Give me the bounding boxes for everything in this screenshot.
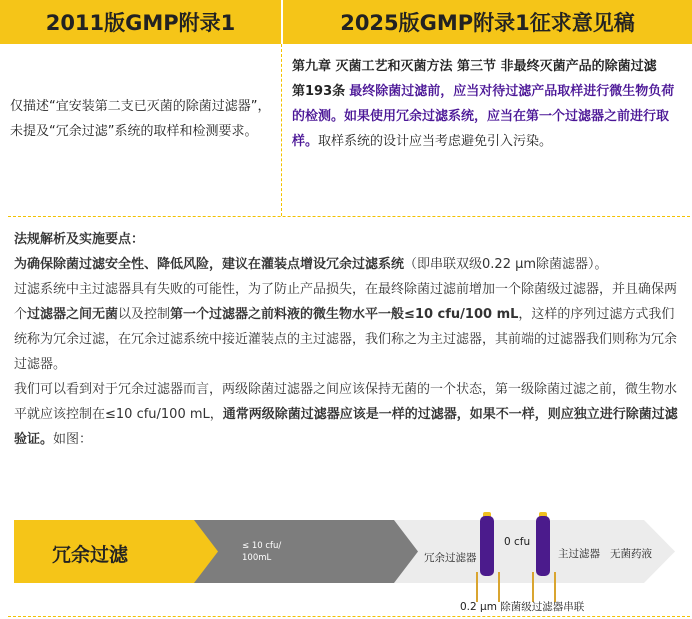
p3-text-a: 我们可以看到对于冗余过滤器而言，两级除菌过滤器之间应该保持无菌的一个状态，第一级除菌过滤之前，微生物水平就应该控制在≤10 cfu/100 mL， bbox=[14, 382, 678, 422]
column-divider bbox=[281, 44, 282, 216]
article-text bbox=[292, 79, 686, 154]
p2-text-a: 过滤系统中主过滤器具有失败的可能性，为了防止产品损失，在最终除菌过滤前增加一个除菌级过滤器，并且确保两个 bbox=[14, 282, 678, 322]
limit-label bbox=[242, 540, 281, 564]
p2-text-c: 以及控制 bbox=[118, 307, 171, 322]
header-right-title: 2025版GMP附录1征求意见稿 bbox=[340, 11, 635, 35]
article-tail: 取样系统的设计应当考虑避免引入污染。 bbox=[318, 134, 553, 149]
article-highlight: 最终除菌过滤前，应当对待过滤产品取样进行微生物负荷的检测。如果使用冗余过滤系统，应当在第一个过滤器之前进行取样。 bbox=[292, 84, 675, 149]
right-cell bbox=[292, 54, 686, 154]
chapter-title: 第九章 灭菌工艺和灭菌方法 第三节 非最终灭菌产品的除菌过滤 bbox=[292, 59, 657, 74]
bottom-divider bbox=[8, 616, 690, 617]
header-left-title: 2011版GMP附录1 bbox=[45, 11, 236, 35]
stage1-label: 冗余过滤 bbox=[52, 544, 129, 566]
main-filter-label: 主过滤器 bbox=[558, 548, 600, 560]
p1-rest: （即串联双级0.22 μm除菌滤器）。 bbox=[404, 257, 608, 272]
p3-bold: 通常两级除菌过滤器应该是一样的过滤器，如果不一样，则应独立进行除菌过滤验证。 bbox=[14, 407, 678, 447]
diagram-caption: 0.2 μm 除菌级过滤器串联 bbox=[460, 601, 585, 613]
zero-cfu-label: 0 cfu bbox=[504, 536, 531, 548]
redundant-filter-label: 冗余过滤器 bbox=[424, 552, 477, 564]
p2-text-d: ，这样的序列过滤方式我们统称为冗余过滤，在冗余过滤系统中接近灌装点的主过滤器，我们称之为主过滤器，其前端的过滤器我们则称为冗余过滤器。 bbox=[14, 307, 678, 372]
header-left bbox=[0, 0, 281, 44]
p2-bold-1: 过滤器之间无菌 bbox=[27, 307, 119, 322]
analysis-heading: 法规解析及实施要点： bbox=[14, 232, 145, 247]
filtration-diagram bbox=[14, 520, 675, 613]
analysis-section bbox=[14, 227, 686, 452]
stand-leg-icon bbox=[498, 572, 500, 602]
stand-leg-icon bbox=[476, 572, 478, 602]
header-right bbox=[283, 0, 692, 44]
stand-leg-icon bbox=[532, 572, 534, 602]
main-filter-icon bbox=[536, 516, 550, 576]
p2-bold-2: 第一个过滤器之前料液的微生物水平一般≤10 cfu/100 mL bbox=[170, 307, 519, 322]
article-number: 第193条 bbox=[292, 84, 346, 99]
section-divider bbox=[8, 216, 690, 217]
stand-leg-icon bbox=[554, 572, 556, 602]
redundant-filter-icon bbox=[480, 516, 494, 576]
analysis-paragraph-3 bbox=[14, 377, 686, 452]
p3-text-c: 如图： bbox=[53, 432, 93, 447]
p1-bold: 为确保除菌过滤安全性、降低风险，建议在灌装点增设冗余过滤系统 bbox=[14, 257, 405, 272]
left-cell-text: 仅描述“宜安装第二支已灭菌的除菌过滤器”，未提及“冗余过滤”系统的取样和检测要求。 bbox=[10, 99, 271, 139]
sterile-liquid-label: 无菌药液 bbox=[610, 548, 652, 560]
analysis-paragraph-1 bbox=[14, 252, 686, 277]
limit-line-2: 100mL bbox=[242, 553, 272, 563]
analysis-paragraph-2 bbox=[14, 277, 686, 377]
limit-line-1: ≤ 10 cfu/ bbox=[242, 541, 282, 551]
